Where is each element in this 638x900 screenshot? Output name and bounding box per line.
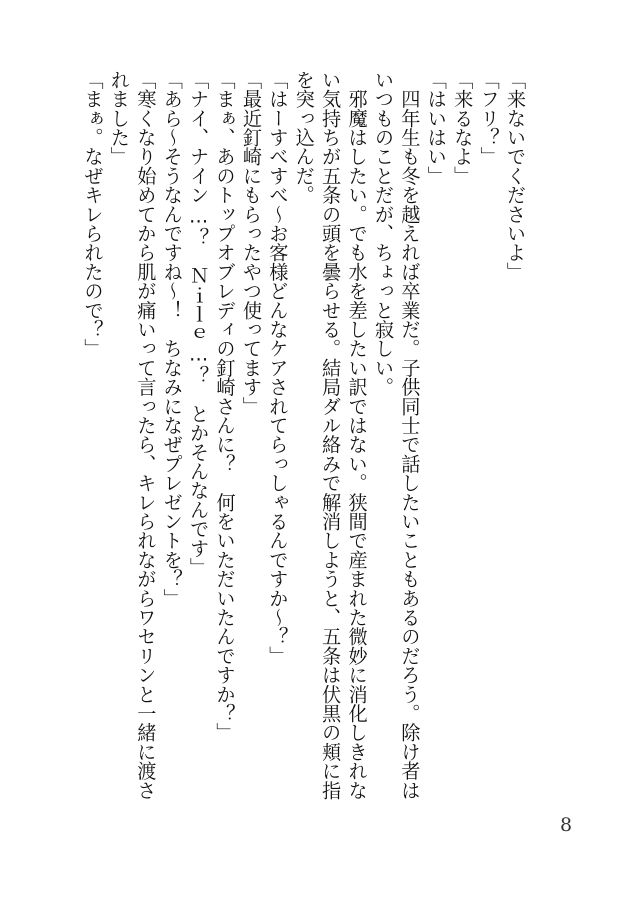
text-line: い気持ちが五条の頭を曇らせる。結局ダル絡みで解消しようと、五条は伏黒の頬に指 — [319, 70, 343, 800]
text-line: 「ナイ、ナイン…？ Ｎｉｌｅ…？ とかそんなんです」 — [187, 70, 211, 577]
text-line: 「はーすべすべ～お客様どんなケアされてらっしゃるんですか～？」 — [266, 70, 290, 666]
text-line: 「来ないでくださいよ」 — [504, 70, 527, 282]
text-line: 「最近釘崎にもらったやつ使ってます」 — [239, 70, 263, 416]
text-line: 四年生も冬を越えれば卒業だ。子供同士で話したいこともあるのだろう。除け者は — [398, 70, 422, 800]
text-line: 「フリ？」 — [477, 70, 501, 166]
text-line: 「はいはい」 — [424, 70, 448, 186]
text-line: 「寒くなり始めてから肌が痛いって言ったら、キレられながらワセリンと一緒に渡さ — [134, 70, 158, 800]
text-line: 邪魔はしたい。でも水を差したい訳ではない。狭間で産まれた微妙に消化しきれな — [345, 70, 369, 800]
text-line: 「まぁ。なぜキレられたので？」 — [81, 70, 105, 358]
text-line: 「まぁ、あのトップオブレディの釘崎さんに？ 何をいただいたんですか？」 — [213, 70, 237, 742]
page-number: 8 — [560, 814, 573, 836]
text-line: いつものことだが、ちょっと寂しい。 — [371, 70, 395, 397]
vertical-text-body — [79, 70, 528, 830]
text-line: 「あら～そうなんですね～！ ちなみになぜプレゼントを？」 — [160, 70, 184, 608]
text-line: 「来るなよ」 — [451, 70, 475, 186]
text-line: れました」 — [107, 70, 131, 166]
text-line: を突っ込んだ。 — [292, 70, 316, 205]
